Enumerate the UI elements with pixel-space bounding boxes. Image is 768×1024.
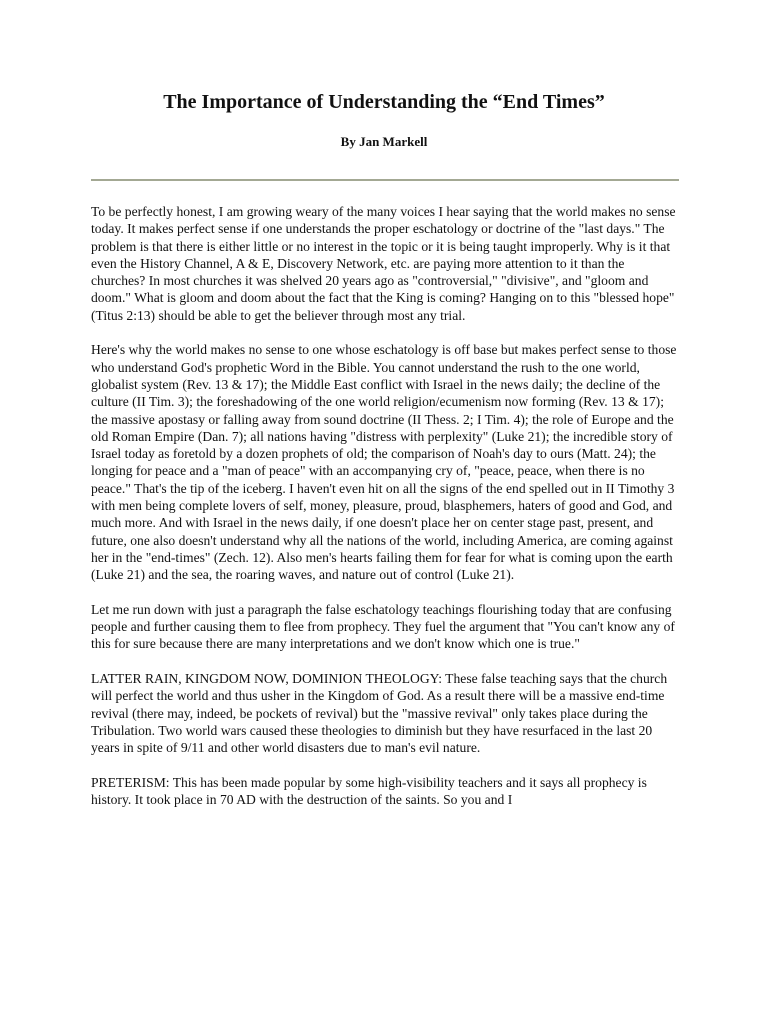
horizontal-divider [91,179,679,181]
paragraph-1: To be perfectly honest, I am growing weary of the many voices I hear saying that the world makes no sense today. It makes perfect sense if one understands the proper eschatology or doctrine of the "last days." The problem is that there is either little or no interest in the topic or it is being taught improperly. Why is it that even the History Channel, A & E, Discovery Network, etc. are paying more attention to it than the churches? In most churches it was shelved 20 years ago as "controversial," "divisive", and "gloom and doom." What is gloom and doom about the fact that the King is coming? Hanging on to this "blessed hope" (Titus 2:13) should be able to get the believer through most any trial. [91,204,676,323]
paragraph-3: Let me run down with just a paragraph the false eschatology teachings flourishing today that are confusing people and further causing them to flee from prophecy. They fuel the argument that "You can't know any of this for sure because there are many interpretations and we don't know which one is true." [91,601,675,652]
paragraph-2: Here's why the world makes no sense to one whose eschatology is off base but makes perfect sense to those who understand God's prophetic Word in the Bible. You cannot understand the rush to the one world, globalist system (Rev. 13 & 17); the Middle East conflict with Israel in the news daily; the decline of the culture (II Tim. 3); the foreshadowing of the one world religion/ecumenism now forming (Rev. 13 & 17); the massive apostasy or falling away from sound doctrine (II Thess. 2; I Tim. 4); the role of Europe and the old Roman Empire (Dan. 7); all nations having "distress with perplexity" (Luke 21); the incredible story of Israel today as foretold by a dozen prophets of old; the comparison of Noah's day to ours (Matt. 24); the longing for peace and a "man of peace" with an accompanying cry of, "peace, peace, when there is no peace." That's the tip of the iceberg. I haven't even hit on all the signs of the end spelled out in II Timothy 3 with men being complete lovers of self, money, pleasure, proud, blasphemers, haters of good and God, and much more. And with Israel in the news daily, if one doesn't place her on center stage past, present, and future, one also doesn't understand why all the nations of the world, including America, are coming against her in the "end-times" (Zech. 12). Also men's hearts failing them for fear for what is coming upon the earth (Luke 21) and the sea, the roaring waves, and nature out of control (Luke 21). [91,342,677,583]
page-title: The Importance of Understanding the “End Times” [163,91,605,113]
article-body [91,203,681,826]
author-byline: By Jan Markell [340,134,428,149]
paragraph-5: PRETERISM: This has been made popular by some high-visibility teachers and it says all prophecy is history. It took place in 70 AD with the destruction of the saints. So you and I [91,774,647,808]
paragraph-4: LATTER RAIN, KINGDOM NOW, DOMINION THEOLOGY: These false teaching says that the church will perfect the world and thus usher in the Kingdom of God. As a result there will be a massive end-time revival (there may, indeed, be pockets of revival) but the "massive revival" only takes place during the Tribulation. Two world wars caused these theologies to diminish but they have resurfaced in the last 20 years in spite of 9/11 and other world disasters due to man's evil nature. [91,671,668,756]
